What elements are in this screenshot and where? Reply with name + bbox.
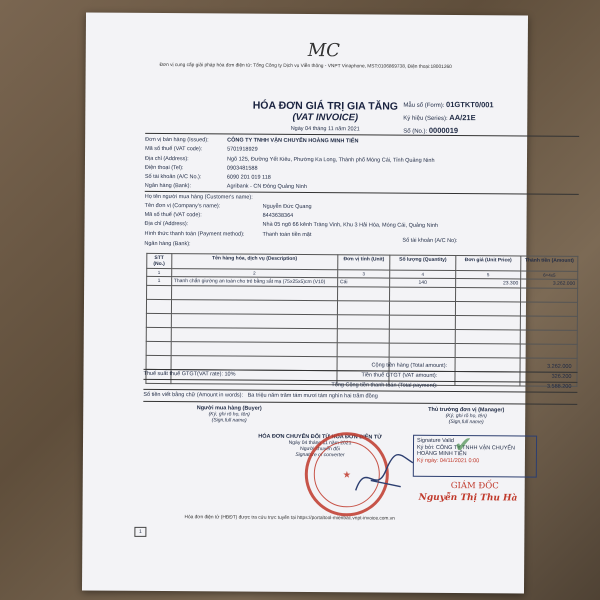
seller-row-label: Số tài khoản (A/C No.): xyxy=(144,173,202,181)
column-index: 6=4x5 xyxy=(521,271,578,279)
check-icon: ✔ xyxy=(453,432,473,458)
buyer-row-label: Địa chỉ (Address): xyxy=(144,220,189,228)
vat-label: Tiền thuế GTGT (VAT amount): xyxy=(361,372,438,379)
seller-row xyxy=(145,137,358,144)
invoice-paper xyxy=(82,12,576,593)
amount-words xyxy=(143,392,378,400)
number-value: 0000019 xyxy=(428,125,459,136)
vat-value: 326.200 xyxy=(551,373,572,380)
seller-row-value: Agribank - CN Đông Quảng Ninh xyxy=(226,183,307,191)
seller-row-value: CÔNG TY TNHH VẬN CHUYỂN HOÀNG MINH TIẾN xyxy=(227,137,359,145)
seller-row-label: Đơn vị bán hàng (Issued): xyxy=(145,136,209,144)
buyer-row-label: Họ tên người mua hàng (Customer's name): xyxy=(144,193,253,201)
column-header: Số lượng (Quantity) xyxy=(390,255,455,270)
table-cell-amount: 3.262.000 xyxy=(521,279,578,288)
manager-signature xyxy=(401,407,531,426)
buyer-row-value: 8443638364 xyxy=(262,212,294,219)
invoice-title: HÓA ĐƠN GIÁ TRỊ GIA TĂNG xyxy=(252,99,399,113)
subtotal-value: 3.262.000 xyxy=(547,363,572,370)
invoice-date: Ngày 04 tháng 11 năm 2021 xyxy=(290,125,360,133)
manager-sign-sub1: (Ký, ghi rõ họ, tên) xyxy=(445,412,487,420)
buyer-row-value: Thanh toán tiền mặt xyxy=(262,231,312,239)
column-index: 1 xyxy=(147,268,172,276)
column-index: 4 xyxy=(390,270,455,278)
column-header: Đơn vị tính (Unit) xyxy=(338,255,391,270)
table-cell-qty: 140 xyxy=(390,278,455,287)
page-marker: 1 xyxy=(134,527,146,537)
stamp-star-icon: ★ xyxy=(343,469,351,479)
seller-row-label: Mã số thuế (VAT code): xyxy=(145,145,203,153)
director-name: Nguyễn Thị Thu Hà xyxy=(418,492,518,504)
form-value: 01GTKT0/001 xyxy=(446,99,494,110)
vat-rate: Thuế suất thuế GTGT(VAT rate): 10% xyxy=(143,370,236,378)
column-index: 2 xyxy=(171,269,337,278)
column-header: STT (No.) xyxy=(147,253,172,268)
buyer-row xyxy=(144,231,311,238)
seller-row xyxy=(145,174,271,181)
buyer-row-value: Nhà 05 ngõ 66 kênh Tràng Vinh, Khu 3 Hải Hòa, Móng Cái, Quảng Ninh xyxy=(262,221,438,229)
number-label: Số (No.): xyxy=(403,128,428,135)
serial-value: AA/21E xyxy=(449,113,476,123)
conversion-date: Ngày 04 tháng 11 năm 2021 xyxy=(288,439,352,447)
signed-by: Ký bởi: CÔNG TY TNHH VẬN CHUYỂN HOÀNG MINH TIẾN xyxy=(416,444,516,458)
manager-sign-sub2: (Sign,full name) xyxy=(448,419,484,426)
column-index: 3 xyxy=(338,270,391,278)
column-header: Tên hàng hóa, dịch vụ (Description) xyxy=(171,254,337,270)
seller-row-label: Điện thoại (Tel): xyxy=(144,164,184,172)
handwritten-mark: MC xyxy=(307,40,341,62)
subtotal-label: Cộng tiền hàng (Total amount): xyxy=(371,362,448,369)
seller-row-value: 0903481588 xyxy=(226,165,258,172)
buyer-account-label: Số tài khoản (A/C No): xyxy=(402,237,458,245)
seller-row xyxy=(145,156,435,164)
director-title: GIÁM ĐỐC xyxy=(450,481,499,492)
buyer-sign-sub2: (Sign,full name) xyxy=(211,417,247,424)
column-header: Thành tiền (Amount) xyxy=(521,256,578,271)
converter-label: Người chuyển đổi xyxy=(300,445,340,453)
seller-row xyxy=(145,165,258,172)
amount-words-value: Ba triệu năm trăm tám mươi tám nghìn hai trăm đồng xyxy=(247,392,378,400)
signed-date: Ký ngày: 04/11/2021 0:00 xyxy=(416,457,480,464)
seller-row-value: 5701918929 xyxy=(227,146,258,153)
buyer-row xyxy=(145,203,312,210)
seller-row-label: Địa chỉ (Address): xyxy=(144,155,189,163)
manager-sign-title: Thủ trưởng đơn vị (Manager) xyxy=(428,406,505,414)
invoice-meta xyxy=(403,99,523,139)
grand-total-value: 3.588.200 xyxy=(546,383,572,390)
buyer-row xyxy=(145,194,263,201)
buyer-row-label: Mã số thuế (VAT code): xyxy=(144,211,202,219)
column-index: 5 xyxy=(455,271,520,279)
buyer-row xyxy=(144,241,262,248)
signature-scribble xyxy=(351,450,421,500)
invoice-subtitle: (VAT INVOICE) xyxy=(292,111,359,124)
converter-signature-label: Signature of converter xyxy=(295,451,345,459)
buyer-signature xyxy=(169,405,289,424)
buyer-sign-sub1: (Ký, ghi rõ họ, tên) xyxy=(208,411,250,418)
divider xyxy=(143,401,577,405)
buyer-row xyxy=(145,212,294,219)
grand-total-label: Tổng Cộng tiền thanh toán (Total payment): xyxy=(331,382,438,389)
table-cell-desc: Thanh chắn giường an toàn cho trẻ bằng sắt mạ (75x25x5)cm (V10) xyxy=(171,277,337,287)
lookup-footer: Hóa đơn điện tử (HĐĐT) được tra cứu trực tuyến tại https://portaltool-mienbac.vnpt-invoice.com.vn xyxy=(184,515,395,522)
column-header: Đơn giá (Unit Price) xyxy=(455,256,520,271)
digital-signature-box xyxy=(413,432,537,478)
seller-row-value: Ngõ 125, Đường Yết Kiêu, Phường Ka Long, Thành phố Móng Cái, Tỉnh Quảng Ninh xyxy=(226,156,435,164)
seller-row-label: Ngân hàng (Bank): xyxy=(144,182,192,190)
conversion-title: HÓA ĐƠN CHUYỂN ĐỔI TỪ HÓA ĐƠN ĐIỆN TỬ xyxy=(258,433,382,441)
table-cell-price: 23.300 xyxy=(455,279,520,288)
buyer-row xyxy=(145,221,438,229)
table-cell-unit: Cái xyxy=(337,278,390,287)
seller-row xyxy=(145,146,258,153)
form-label: Mẫu số (Form): xyxy=(403,102,445,109)
serial-label: Ký hiệu (Series): xyxy=(403,115,448,122)
buyer-row-label: Ngân hàng (Bank): xyxy=(144,240,191,248)
buyer-row-value: Nguyễn Đức Quang xyxy=(262,203,312,211)
amount-words-label: Số tiền viết bằng chữ (Amount in words): xyxy=(143,391,244,399)
table-cell-no: 1 xyxy=(147,276,172,285)
seller-row-value: 6090 201 019 118 xyxy=(226,174,271,181)
seller-row xyxy=(145,183,307,190)
buyer-row-label: Tên đơn vị (Company's name): xyxy=(144,202,221,210)
buyer-row-label: Hình thức thanh toán (Payment method): xyxy=(144,230,245,238)
buyer-sign-title: Người mua hàng (Buyer) xyxy=(196,405,262,412)
provider-line: Đơn vị cung cấp giải pháp hóa đơn điện tử: Tổng Công ty Dịch vụ Viễn thông - VNPT Vinaphone, MST:0106869738, Điện thoại:18001260 xyxy=(159,62,452,71)
signature-valid: Signature Valid xyxy=(417,437,454,445)
